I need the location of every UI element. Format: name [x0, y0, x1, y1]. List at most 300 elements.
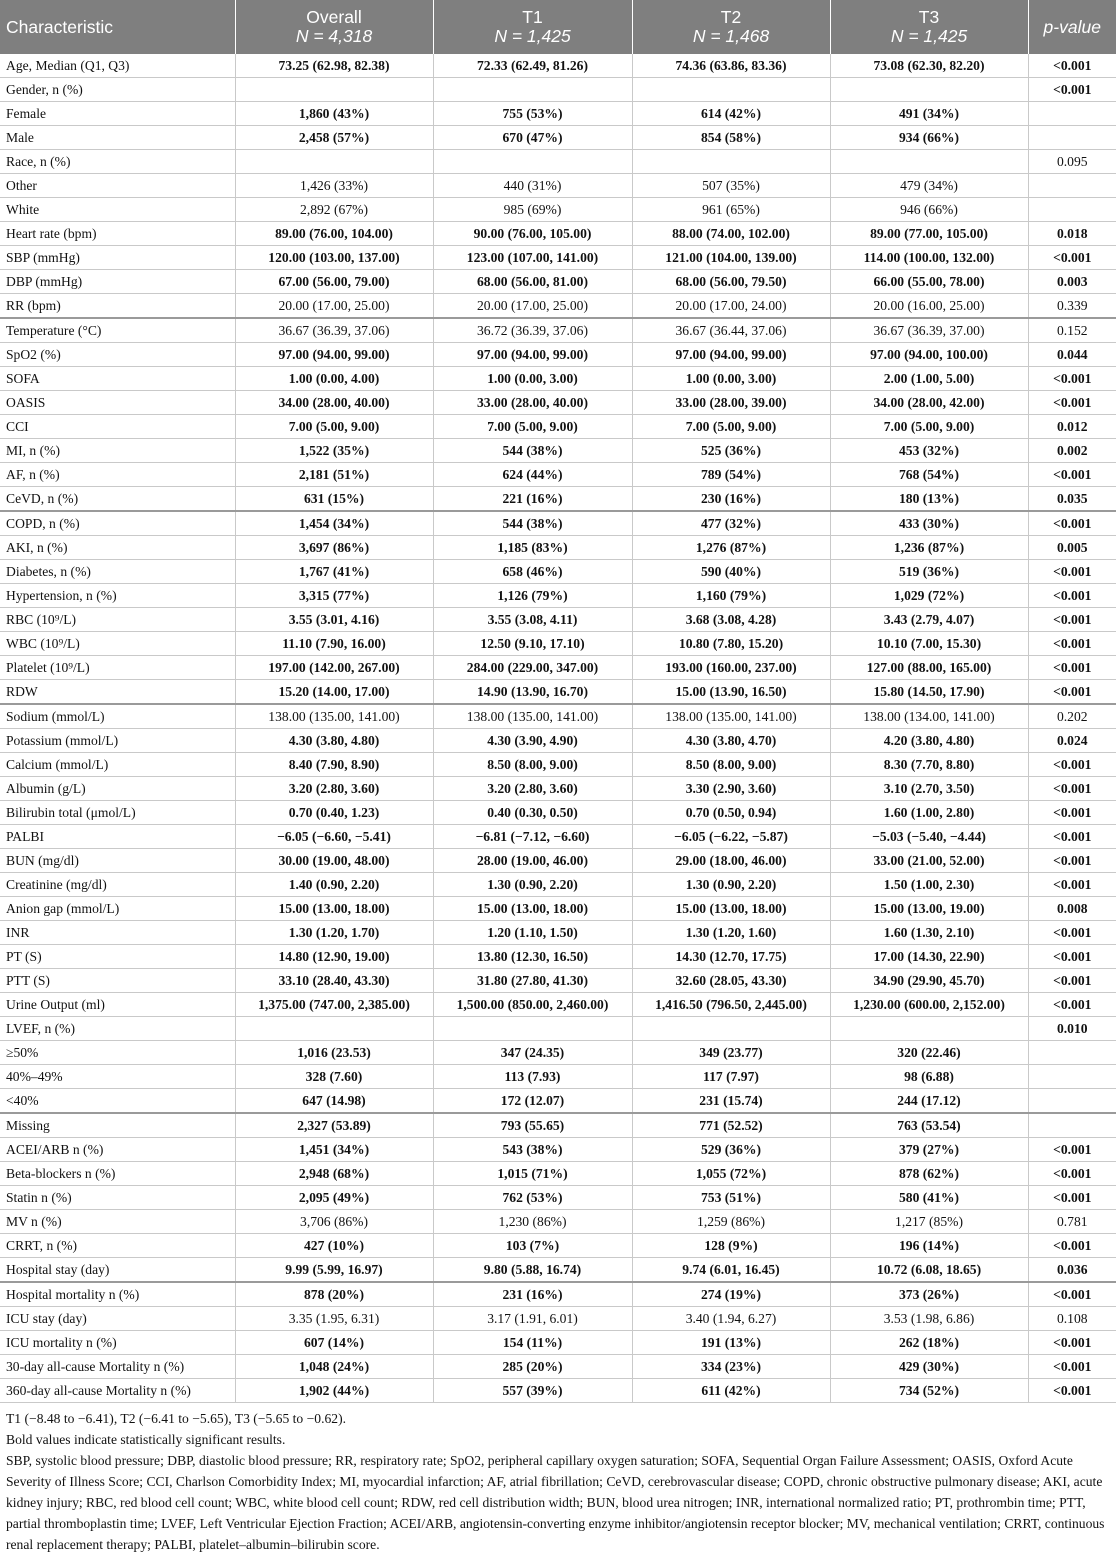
cell-p-value	[1028, 102, 1116, 126]
cell-p-value: <0.001	[1028, 367, 1116, 391]
table-row	[0, 1138, 1116, 1162]
header-t3: T3 N = 1,425	[830, 0, 1028, 54]
cell-value: 670 (47%)	[433, 126, 632, 150]
row-label: Missing	[0, 1113, 235, 1138]
table-row	[0, 1331, 1116, 1355]
cell-p-value: 0.035	[1028, 487, 1116, 512]
table-header	[0, 0, 1116, 54]
cell-value: −5.03 (−5.40, −4.44)	[830, 825, 1028, 849]
cell-value: 14.80 (12.90, 19.00)	[235, 945, 433, 969]
cell-value: 7.00 (5.00, 9.00)	[830, 415, 1028, 439]
table-row	[0, 1379, 1116, 1403]
cell-p-value: <0.001	[1028, 1234, 1116, 1258]
row-label: Sodium (mmol/L)	[0, 704, 235, 729]
row-label: CeVD, n (%)	[0, 487, 235, 512]
cell-value: 2,095 (49%)	[235, 1186, 433, 1210]
row-label: Other	[0, 174, 235, 198]
row-label: 40%–49%	[0, 1065, 235, 1089]
cell-value: 477 (32%)	[632, 511, 830, 536]
cell-value: 349 (23.77)	[632, 1041, 830, 1065]
cell-value: 10.10 (7.00, 15.30)	[830, 632, 1028, 656]
cell-value: 1,454 (34%)	[235, 511, 433, 536]
table-row	[0, 198, 1116, 222]
table-row	[0, 584, 1116, 608]
cell-value: 3,697 (86%)	[235, 536, 433, 560]
header-overall: Overall N = 4,318	[235, 0, 433, 54]
cell-value: 631 (15%)	[235, 487, 433, 512]
cell-value: 13.80 (12.30, 16.50)	[433, 945, 632, 969]
table-row	[0, 463, 1116, 487]
table-row	[0, 704, 1116, 729]
row-label: Anion gap (mmol/L)	[0, 897, 235, 921]
table-row	[0, 1089, 1116, 1114]
row-label: Bilirubin total (μmol/L)	[0, 801, 235, 825]
row-label: PT (S)	[0, 945, 235, 969]
row-label: INR	[0, 921, 235, 945]
header-t1: T1 N = 1,425	[433, 0, 632, 54]
table-row	[0, 1017, 1116, 1041]
cell-p-value: 0.002	[1028, 439, 1116, 463]
cell-value: 138.00 (135.00, 141.00)	[235, 704, 433, 729]
table-row	[0, 1307, 1116, 1331]
cell-p-value: 0.010	[1028, 1017, 1116, 1041]
row-label: OASIS	[0, 391, 235, 415]
row-label: Age, Median (Q1, Q3)	[0, 54, 235, 78]
cell-p-value: 0.008	[1028, 897, 1116, 921]
table-row	[0, 1282, 1116, 1307]
cell-value: 0.40 (0.30, 0.50)	[433, 801, 632, 825]
cell-value: 10.72 (6.08, 18.65)	[830, 1258, 1028, 1283]
cell-p-value: 0.339	[1028, 294, 1116, 319]
cell-value	[830, 78, 1028, 102]
cell-value: 180 (13%)	[830, 487, 1028, 512]
cell-value: 31.80 (27.80, 41.30)	[433, 969, 632, 993]
cell-p-value: 0.018	[1028, 222, 1116, 246]
cell-value: 429 (30%)	[830, 1355, 1028, 1379]
cell-p-value: <0.001	[1028, 1282, 1116, 1307]
cell-value: 11.10 (7.90, 16.00)	[235, 632, 433, 656]
cell-value: 557 (39%)	[433, 1379, 632, 1403]
row-label: Statin n (%)	[0, 1186, 235, 1210]
row-label: PALBI	[0, 825, 235, 849]
cell-value: 10.80 (7.80, 15.20)	[632, 632, 830, 656]
cell-value: 8.30 (7.70, 8.80)	[830, 753, 1028, 777]
table-body	[0, 54, 1116, 1403]
table-row	[0, 102, 1116, 126]
row-label: CCI	[0, 415, 235, 439]
cell-value: 15.80 (14.50, 17.90)	[830, 680, 1028, 705]
cell-value: 72.33 (62.49, 81.26)	[433, 54, 632, 78]
table-row	[0, 993, 1116, 1017]
cell-value: 3.55 (3.01, 4.16)	[235, 608, 433, 632]
cell-p-value: <0.001	[1028, 993, 1116, 1017]
cell-value: 1,160 (79%)	[632, 584, 830, 608]
cell-p-value: <0.001	[1028, 1138, 1116, 1162]
cell-p-value: 0.044	[1028, 343, 1116, 367]
cell-value: 274 (19%)	[632, 1282, 830, 1307]
table-row	[0, 54, 1116, 78]
cell-value: 1,522 (35%)	[235, 439, 433, 463]
cell-value: 544 (38%)	[433, 439, 632, 463]
row-label: Urine Output (ml)	[0, 993, 235, 1017]
table-row	[0, 825, 1116, 849]
cell-p-value: <0.001	[1028, 969, 1116, 993]
cell-value: 1,375.00 (747.00, 2,385.00)	[235, 993, 433, 1017]
row-label: LVEF, n (%)	[0, 1017, 235, 1041]
cell-value: 74.36 (63.86, 83.36)	[632, 54, 830, 78]
table-row	[0, 1041, 1116, 1065]
cell-value: 8.40 (7.90, 8.90)	[235, 753, 433, 777]
cell-value: 946 (66%)	[830, 198, 1028, 222]
table-row	[0, 849, 1116, 873]
cell-value: 36.67 (36.39, 37.00)	[830, 318, 1028, 343]
cell-value: 1,236 (87%)	[830, 536, 1028, 560]
row-label: DBP (mmHg)	[0, 270, 235, 294]
cell-value: 8.50 (8.00, 9.00)	[632, 753, 830, 777]
cell-value: 2,948 (68%)	[235, 1162, 433, 1186]
cell-value	[433, 150, 632, 174]
cell-value: 30.00 (19.00, 48.00)	[235, 849, 433, 873]
cell-value: 3,315 (77%)	[235, 584, 433, 608]
cell-value: 154 (11%)	[433, 1331, 632, 1355]
row-label: White	[0, 198, 235, 222]
cell-value: −6.05 (−6.22, −5.87)	[632, 825, 830, 849]
cell-value: 614 (42%)	[632, 102, 830, 126]
row-label: AKI, n (%)	[0, 536, 235, 560]
cell-value: 89.00 (76.00, 104.00)	[235, 222, 433, 246]
row-label: Platelet (10⁹/L)	[0, 656, 235, 680]
row-label: RR (bpm)	[0, 294, 235, 319]
cell-value: 934 (66%)	[830, 126, 1028, 150]
table-row	[0, 1234, 1116, 1258]
cell-value: 1.50 (1.00, 2.30)	[830, 873, 1028, 897]
cell-p-value: 0.152	[1028, 318, 1116, 343]
cell-value: 20.00 (17.00, 25.00)	[235, 294, 433, 319]
cell-value: 479 (34%)	[830, 174, 1028, 198]
cell-p-value: <0.001	[1028, 391, 1116, 415]
cell-value: 611 (42%)	[632, 1379, 830, 1403]
cell-value: 2,327 (53.89)	[235, 1113, 433, 1138]
row-label: SpO2 (%)	[0, 343, 235, 367]
row-label: 30-day all-cause Mortality n (%)	[0, 1355, 235, 1379]
cell-value: 762 (53%)	[433, 1186, 632, 1210]
cell-value: 427 (10%)	[235, 1234, 433, 1258]
cell-p-value: 0.024	[1028, 729, 1116, 753]
cell-value: 328 (7.60)	[235, 1065, 433, 1089]
cell-value: 1.30 (1.20, 1.70)	[235, 921, 433, 945]
cell-value: 89.00 (77.00, 105.00)	[830, 222, 1028, 246]
cell-value	[632, 1017, 830, 1041]
cell-p-value: <0.001	[1028, 560, 1116, 584]
cell-p-value	[1028, 174, 1116, 198]
cell-value: 88.00 (74.00, 102.00)	[632, 222, 830, 246]
cell-value: 607 (14%)	[235, 1331, 433, 1355]
row-label: Calcium (mmol/L)	[0, 753, 235, 777]
cell-value: 878 (20%)	[235, 1282, 433, 1307]
row-label: MV n (%)	[0, 1210, 235, 1234]
cell-value: 33.00 (28.00, 39.00)	[632, 391, 830, 415]
table-row	[0, 1186, 1116, 1210]
cell-p-value	[1028, 126, 1116, 150]
cell-value: 98 (6.88)	[830, 1065, 1028, 1089]
row-label: COPD, n (%)	[0, 511, 235, 536]
cell-value: 3.20 (2.80, 3.60)	[235, 777, 433, 801]
cell-value: 12.50 (9.10, 17.10)	[433, 632, 632, 656]
cell-value: 525 (36%)	[632, 439, 830, 463]
cell-value: 379 (27%)	[830, 1138, 1028, 1162]
row-label: BUN (mg/dl)	[0, 849, 235, 873]
cell-value: 9.99 (5.99, 16.97)	[235, 1258, 433, 1283]
cell-value: 580 (41%)	[830, 1186, 1028, 1210]
cell-value: 1,276 (87%)	[632, 536, 830, 560]
cell-value: 117 (7.97)	[632, 1065, 830, 1089]
row-label: Albumin (g/L)	[0, 777, 235, 801]
footnote-bold: Bold values indicate statistically significant results.	[6, 1432, 286, 1447]
table-row	[0, 343, 1116, 367]
cell-value: 97.00 (94.00, 99.00)	[235, 343, 433, 367]
cell-value: 544 (38%)	[433, 511, 632, 536]
cell-value: 33.10 (28.40, 43.30)	[235, 969, 433, 993]
row-label: Hospital mortality n (%)	[0, 1282, 235, 1307]
cell-value: 9.80 (5.88, 16.74)	[433, 1258, 632, 1283]
row-label: Heart rate (bpm)	[0, 222, 235, 246]
cell-value: 66.00 (55.00, 78.00)	[830, 270, 1028, 294]
cell-value: 1.60 (1.30, 2.10)	[830, 921, 1028, 945]
row-label: RBC (10⁹/L)	[0, 608, 235, 632]
table-row	[0, 656, 1116, 680]
cell-value: 121.00 (104.00, 139.00)	[632, 246, 830, 270]
cell-p-value	[1028, 1113, 1116, 1138]
cell-value: 7.00 (5.00, 9.00)	[632, 415, 830, 439]
cell-value: 768 (54%)	[830, 463, 1028, 487]
cell-value: 854 (58%)	[632, 126, 830, 150]
row-label: Female	[0, 102, 235, 126]
cell-value: 1.30 (1.20, 1.60)	[632, 921, 830, 945]
cell-value: 8.50 (8.00, 9.00)	[433, 753, 632, 777]
table-row	[0, 487, 1116, 512]
cell-value: 3.30 (2.90, 3.60)	[632, 777, 830, 801]
cell-value: 2,458 (57%)	[235, 126, 433, 150]
table-row	[0, 680, 1116, 705]
cell-value: 34.00 (28.00, 40.00)	[235, 391, 433, 415]
cell-value: 4.30 (3.80, 4.70)	[632, 729, 830, 753]
cell-value: 1.30 (0.90, 2.20)	[433, 873, 632, 897]
cell-value: 193.00 (160.00, 237.00)	[632, 656, 830, 680]
cell-value: 0.70 (0.40, 1.23)	[235, 801, 433, 825]
cell-value: 1,451 (34%)	[235, 1138, 433, 1162]
cell-value: 961 (65%)	[632, 198, 830, 222]
cell-value: 34.00 (28.00, 42.00)	[830, 391, 1028, 415]
cell-p-value: <0.001	[1028, 608, 1116, 632]
table-row	[0, 222, 1116, 246]
cell-value: 334 (23%)	[632, 1355, 830, 1379]
table-row	[0, 969, 1116, 993]
table-row	[0, 439, 1116, 463]
cell-p-value: <0.001	[1028, 584, 1116, 608]
header-characteristic: Characteristic	[0, 0, 235, 54]
table-footnotes	[0, 1403, 1116, 1555]
cell-value: 2.00 (1.00, 5.00)	[830, 367, 1028, 391]
cell-p-value	[1028, 198, 1116, 222]
header-t2: T2 N = 1,468	[632, 0, 830, 54]
cell-value: 113 (7.93)	[433, 1065, 632, 1089]
cell-value: 68.00 (56.00, 79.50)	[632, 270, 830, 294]
cell-value: 138.00 (135.00, 141.00)	[632, 704, 830, 729]
table-row	[0, 1113, 1116, 1138]
cell-value: 2,892 (67%)	[235, 198, 433, 222]
cell-value	[830, 150, 1028, 174]
cell-value: 1,426 (33%)	[235, 174, 433, 198]
cell-value: 3.53 (1.98, 6.86)	[830, 1307, 1028, 1331]
cell-value: 1,016 (23.53)	[235, 1041, 433, 1065]
row-label: Gender, n (%)	[0, 78, 235, 102]
row-label: RDW	[0, 680, 235, 705]
row-label: Potassium (mmol/L)	[0, 729, 235, 753]
cell-value: 1,029 (72%)	[830, 584, 1028, 608]
cell-value: 36.72 (36.39, 37.06)	[433, 318, 632, 343]
cell-value: 9.74 (6.01, 16.45)	[632, 1258, 830, 1283]
cell-value: 519 (36%)	[830, 560, 1028, 584]
cell-value: 1,015 (71%)	[433, 1162, 632, 1186]
cell-value: 230 (16%)	[632, 487, 830, 512]
header-p-value: p-value	[1028, 0, 1116, 54]
cell-value: 1.00 (0.00, 3.00)	[433, 367, 632, 391]
row-label: 360-day all-cause Mortality n (%)	[0, 1379, 235, 1403]
cell-value: 90.00 (76.00, 105.00)	[433, 222, 632, 246]
cell-value: 20.00 (16.00, 25.00)	[830, 294, 1028, 319]
row-label: Temperature (°C)	[0, 318, 235, 343]
cell-value: 1,185 (83%)	[433, 536, 632, 560]
cell-value: 4.20 (3.80, 4.80)	[830, 729, 1028, 753]
cell-value: 3.43 (2.79, 4.07)	[830, 608, 1028, 632]
cell-value: 36.67 (36.39, 37.06)	[235, 318, 433, 343]
cell-value: 172 (12.07)	[433, 1089, 632, 1114]
cell-value: 453 (32%)	[830, 439, 1028, 463]
row-label: Hypertension, n (%)	[0, 584, 235, 608]
cell-value: 33.00 (28.00, 40.00)	[433, 391, 632, 415]
cell-p-value: <0.001	[1028, 1355, 1116, 1379]
row-label: MI, n (%)	[0, 439, 235, 463]
cell-value: 28.00 (19.00, 46.00)	[433, 849, 632, 873]
cell-p-value: <0.001	[1028, 873, 1116, 897]
table-row	[0, 921, 1116, 945]
cell-value: 3.40 (1.94, 6.27)	[632, 1307, 830, 1331]
cell-value: 14.90 (13.90, 16.70)	[433, 680, 632, 705]
cell-p-value: <0.001	[1028, 246, 1116, 270]
row-label: Beta-blockers n (%)	[0, 1162, 235, 1186]
row-label: CRRT, n (%)	[0, 1234, 235, 1258]
cell-value: 7.00 (5.00, 9.00)	[433, 415, 632, 439]
cell-value: 491 (34%)	[830, 102, 1028, 126]
cell-value: 1,055 (72%)	[632, 1162, 830, 1186]
row-label: Race, n (%)	[0, 150, 235, 174]
cell-value: 1,860 (43%)	[235, 102, 433, 126]
cell-value	[830, 1017, 1028, 1041]
cell-value: 3,706 (86%)	[235, 1210, 433, 1234]
cell-p-value: <0.001	[1028, 656, 1116, 680]
cell-value: 191 (13%)	[632, 1331, 830, 1355]
cell-value: 73.08 (62.30, 82.20)	[830, 54, 1028, 78]
cell-value	[433, 1017, 632, 1041]
cell-value: 15.00 (13.00, 19.00)	[830, 897, 1028, 921]
cell-value: 221 (16%)	[433, 487, 632, 512]
cell-value	[632, 78, 830, 102]
cell-value: 3.68 (3.08, 4.28)	[632, 608, 830, 632]
cell-value: 36.67 (36.44, 37.06)	[632, 318, 830, 343]
table-row	[0, 391, 1116, 415]
cell-value: 244 (17.12)	[830, 1089, 1028, 1114]
cell-value: 15.20 (14.00, 17.00)	[235, 680, 433, 705]
cell-p-value: <0.001	[1028, 680, 1116, 705]
cell-p-value: 0.108	[1028, 1307, 1116, 1331]
cell-p-value: 0.781	[1028, 1210, 1116, 1234]
table-row	[0, 873, 1116, 897]
cell-value: 4.30 (3.80, 4.80)	[235, 729, 433, 753]
cell-p-value: <0.001	[1028, 801, 1116, 825]
cell-value: 543 (38%)	[433, 1138, 632, 1162]
cell-value: 440 (31%)	[433, 174, 632, 198]
cell-value: 114.00 (100.00, 132.00)	[830, 246, 1028, 270]
cell-p-value: <0.001	[1028, 1379, 1116, 1403]
table-row	[0, 1210, 1116, 1234]
cell-value: 433 (30%)	[830, 511, 1028, 536]
cell-value: 734 (52%)	[830, 1379, 1028, 1403]
row-label: Diabetes, n (%)	[0, 560, 235, 584]
table-row	[0, 536, 1116, 560]
cell-value: 262 (18%)	[830, 1331, 1028, 1355]
table-row	[0, 1355, 1116, 1379]
table-row	[0, 729, 1116, 753]
table-row	[0, 777, 1116, 801]
cell-value	[235, 150, 433, 174]
table-row	[0, 270, 1116, 294]
cell-value: 1,259 (86%)	[632, 1210, 830, 1234]
table-row	[0, 897, 1116, 921]
cell-value: 138.00 (134.00, 141.00)	[830, 704, 1028, 729]
cell-value: 3.20 (2.80, 3.60)	[433, 777, 632, 801]
cell-value: 878 (62%)	[830, 1162, 1028, 1186]
cell-value: 103 (7%)	[433, 1234, 632, 1258]
cell-value: 1.60 (1.00, 2.80)	[830, 801, 1028, 825]
cell-value	[632, 150, 830, 174]
cell-value: 33.00 (21.00, 52.00)	[830, 849, 1028, 873]
cell-p-value: <0.001	[1028, 753, 1116, 777]
cell-value: 120.00 (103.00, 137.00)	[235, 246, 433, 270]
cell-value: 231 (15.74)	[632, 1089, 830, 1114]
cell-value: 1.20 (1.10, 1.50)	[433, 921, 632, 945]
cell-value	[433, 78, 632, 102]
table-row	[0, 632, 1116, 656]
table-row	[0, 945, 1116, 969]
cell-value: 34.90 (29.90, 45.70)	[830, 969, 1028, 993]
cell-value: 20.00 (17.00, 25.00)	[433, 294, 632, 319]
table-row	[0, 560, 1116, 584]
cell-value: 97.00 (94.00, 99.00)	[433, 343, 632, 367]
cell-value: 3.35 (1.95, 6.31)	[235, 1307, 433, 1331]
cell-value: 529 (36%)	[632, 1138, 830, 1162]
cell-value: 763 (53.54)	[830, 1113, 1028, 1138]
footnote-tertiles: T1 (−8.48 to −6.41), T2 (−6.41 to −5.65), T3 (−5.65 to −0.62).	[6, 1411, 347, 1426]
table-row	[0, 801, 1116, 825]
cell-value: 1,048 (24%)	[235, 1355, 433, 1379]
cell-value: 1,767 (41%)	[235, 560, 433, 584]
cell-value: 3.55 (3.08, 4.11)	[433, 608, 632, 632]
cell-value: 1,217 (85%)	[830, 1210, 1028, 1234]
cell-value: 1.00 (0.00, 4.00)	[235, 367, 433, 391]
row-label: Hospital stay (day)	[0, 1258, 235, 1283]
footnote-abbreviations: SBP, systolic blood pressure; DBP, diastolic blood pressure; RR, respiratory rate; SpO2, peripheral capillary oxygen saturation; SOFA, Sequential Organ Failure Assessment; OASIS, Oxford Acute Severity of Illness Score; CCI, Charlson Comorbidity Index; MI, myocardial infarction; AF, atrial fibrillation; CeVD, cerebrovascular disease; COPD, chronic obstructive pulmonary disease; AKI, acute kidney injury; RBC, red blood cell count; WBC, white blood cell count; RDW, red cell distribution width; BUN, blood urea nitrogen; INR, international normalized ratio; PT, prothrombin time; PTT, partial thromboplastin time; LVEF, Left Ventricular Ejection Fraction; ACEI/ARB, angiotensin-converting enzyme inhibitor/angiotensin receptor blocker; MV, mechanical ventilation; CRRT, continuous renal replacement therapy; PALBI, platelet–albumin–bilirubin score.	[6, 1453, 1105, 1552]
cell-value: 789 (54%)	[632, 463, 830, 487]
